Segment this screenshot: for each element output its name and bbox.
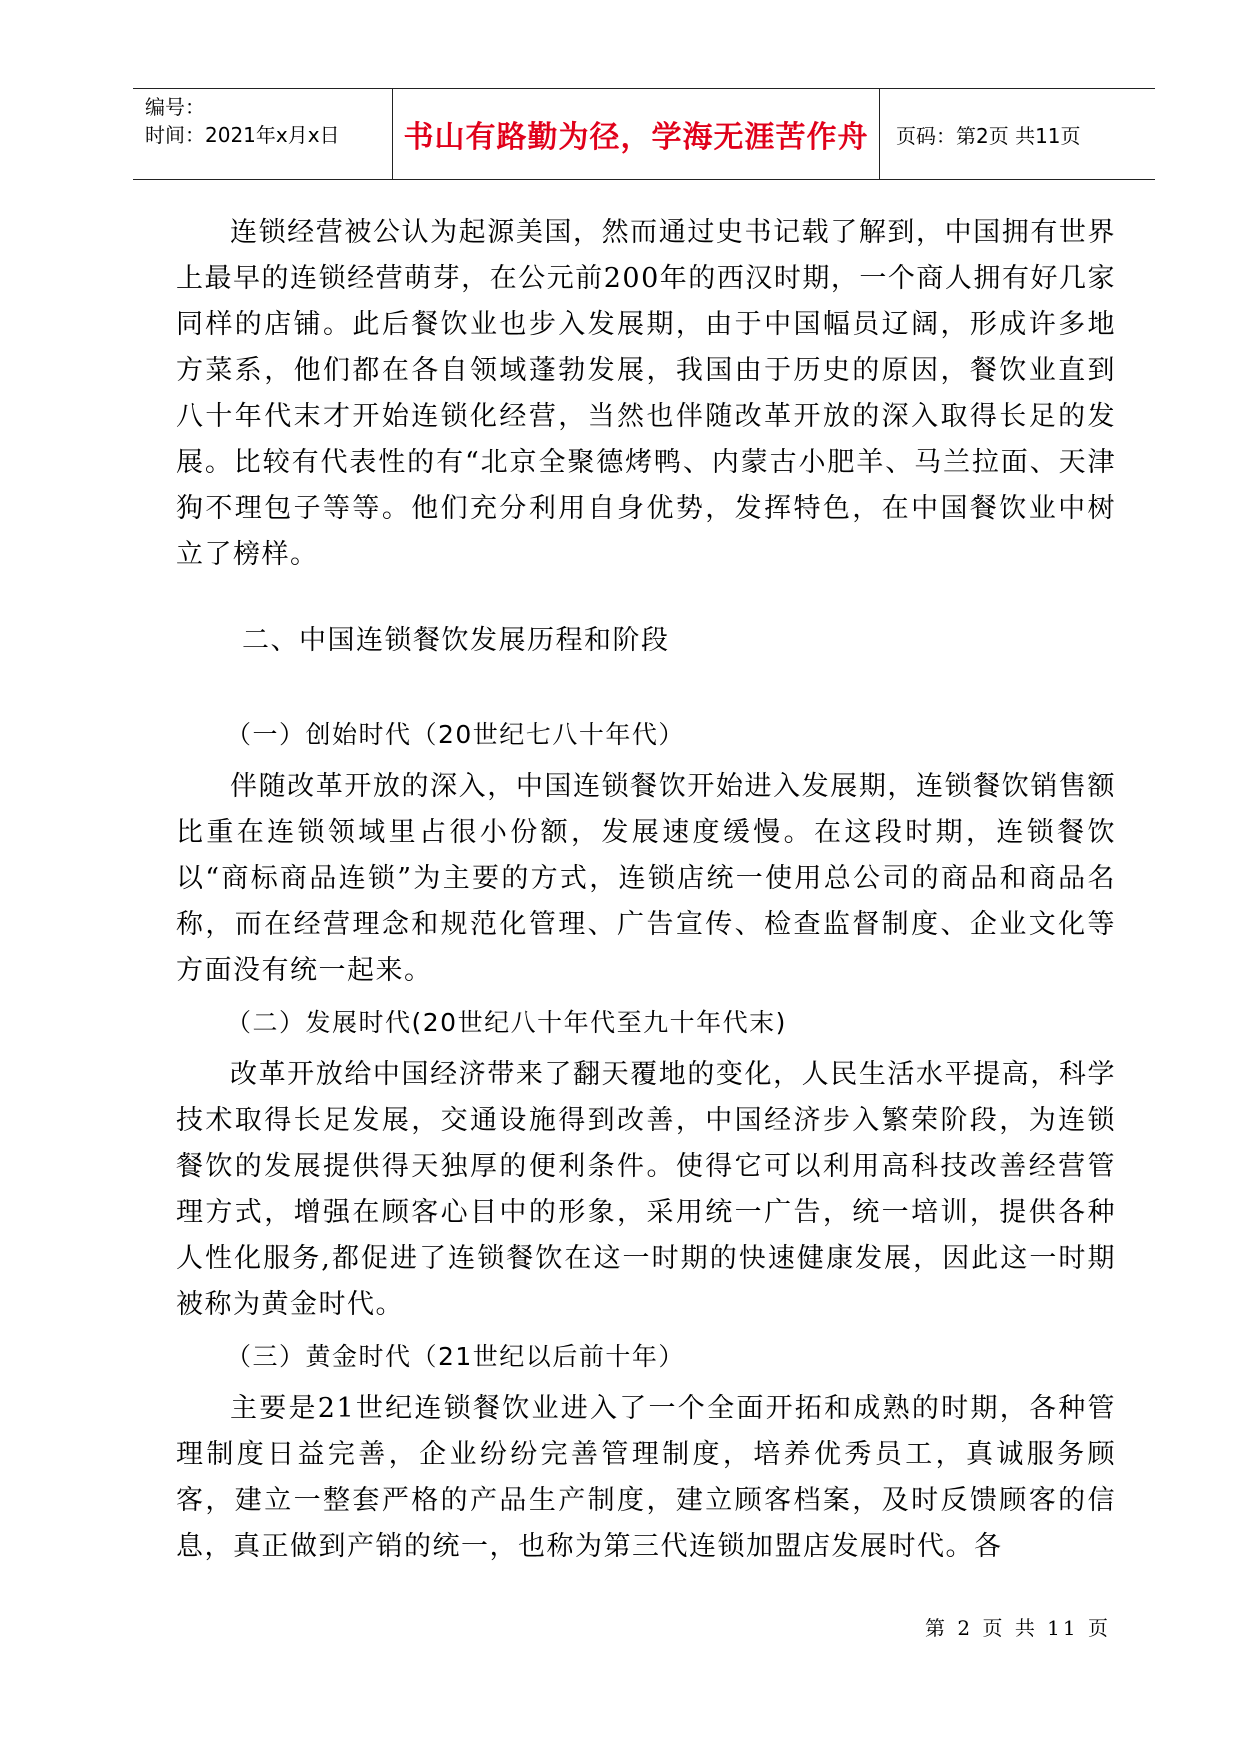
motto-text: 书山有路勤为径，学海无涯苦作舟	[403, 120, 869, 155]
subsection-heading-1: （一）创始时代（20世纪七八十年代）	[226, 720, 685, 749]
subsection-heading-3: （三）黄金时代（21世纪以后前十年）	[226, 1342, 685, 1371]
header-meta-cell	[133, 89, 393, 179]
document-body	[176, 210, 1116, 1570]
header-table	[133, 88, 1155, 180]
paragraph-development-era: 改革开放给中国经济带来了翻天覆地的变化，人民生活水平提高，科学技术取得长足发展，交通设施得到改善，中国经济步入繁荣阶段，为连锁餐饮的发展提供得天独厚的便利条件。使得它可以利用高科技改善经营管理方式，增强在顾客心目中的形象，采用统一广告，统一培训，提供各种人性化服务,都促进了连锁餐饮在这一时期的快速健康发展，因此这一时期被称为黄金时代。	[176, 1059, 1116, 1320]
paragraph-intro: 连锁经营被公认为起源美国，然而通过史书记载了解到，中国拥有世界上最早的连锁经营萌芽，在公元前200年的西汉时期，一个商人拥有好几家同样的店铺。此后餐饮业也步入发展期，由于中国幅员辽阔，形成许多地方菜系，他们都在各自领域蓬勃发展，我国由于历史的原因，餐饮业直到八十年代末才开始连锁化经营，当然也伴随改革开放的深入取得长足的发展。比较有代表性的有“北京全聚德烤鸭、内蒙古小肥羊、马兰拉面、天津狗不理包子等等。他们充分利用自身优势，发挥特色，在中国餐饮业中树立了榜样。	[176, 217, 1116, 570]
header-motto-cell	[393, 89, 880, 179]
number-label: 编号：	[145, 95, 205, 119]
paragraph-golden-era: 主要是21世纪连锁餐饮业进入了一个全面开拓和成熟的时期，各种管理制度日益完善，企业纷纷完善管理制度，培养优秀员工，真诚服务顾客，建立一整套严格的产品生产制度，建立顾客档案，及时反馈顾客的信息，真正做到产销的统一，也称为第三代连锁加盟店发展时代。各	[176, 1393, 1116, 1562]
page-info: 页码：第2页 共11页	[896, 123, 1081, 148]
time-label: 时间：2021年x月x日	[145, 123, 340, 147]
page-footer: 第 2 页 共 11 页	[925, 1616, 1111, 1640]
header-page-cell	[880, 89, 1155, 179]
paragraph-founding-era: 伴随改革开放的深入，中国连锁餐饮开始进入发展期，连锁餐饮销售额比重在连锁领域里占很小份额，发展速度缓慢。在这段时期，连锁餐饮以“商标商品连锁”为主要的方式，连锁店统一使用总公司的商品和商品名称，而在经营理念和规范化管理、广告宣传、检查监督制度、企业文化等方面没有统一起来。	[176, 771, 1116, 986]
section-heading: 二、中国连锁餐饮发展历程和阶段	[242, 625, 670, 656]
subsection-heading-2: （二）发展时代(20世纪八十年代至九十年代末)	[226, 1008, 787, 1037]
